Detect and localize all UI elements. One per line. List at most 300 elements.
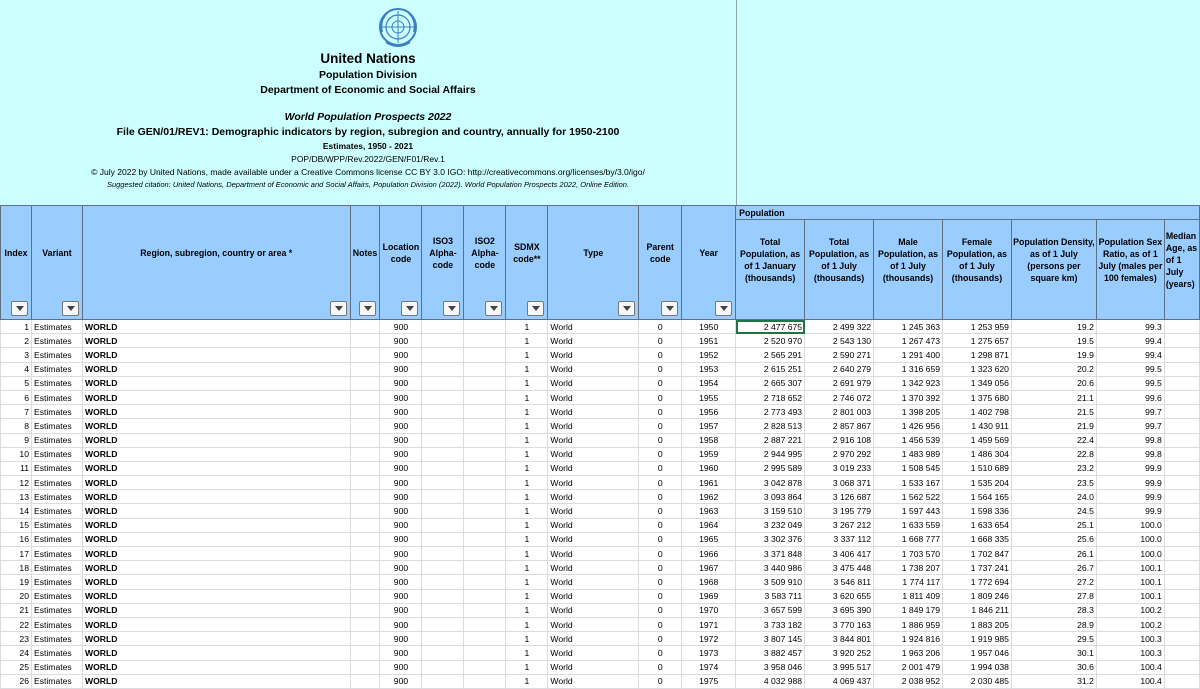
cell-variant[interactable]: Estimates xyxy=(31,320,82,334)
cell-parent-code[interactable]: 0 xyxy=(639,362,682,376)
cell-notes[interactable] xyxy=(350,632,380,646)
cell-notes[interactable] xyxy=(350,547,380,561)
cell-female[interactable]: 1 323 620 xyxy=(943,362,1012,376)
cell-year[interactable]: 1965 xyxy=(682,532,736,546)
cell-year[interactable]: 1953 xyxy=(682,362,736,376)
cell-density[interactable]: 25.1 xyxy=(1011,518,1096,532)
cell-type[interactable]: World xyxy=(548,575,639,589)
cell-density[interactable]: 20.2 xyxy=(1011,362,1096,376)
cell-sdmx[interactable]: 1 xyxy=(506,518,548,532)
cell-iso3[interactable] xyxy=(422,518,464,532)
cell-iso3[interactable] xyxy=(422,660,464,674)
cell-iso2[interactable] xyxy=(464,376,506,390)
cell-region[interactable]: WORLD xyxy=(82,532,350,546)
cell-iso3[interactable] xyxy=(422,547,464,561)
cell-iso3[interactable] xyxy=(422,476,464,490)
cell-iso3[interactable] xyxy=(422,575,464,589)
cell-location-code[interactable]: 900 xyxy=(380,561,422,575)
cell-variant[interactable]: Estimates xyxy=(31,617,82,631)
cell-sex-ratio[interactable]: 99.6 xyxy=(1096,390,1164,404)
cell-sdmx[interactable]: 1 xyxy=(506,476,548,490)
cell-iso2[interactable] xyxy=(464,660,506,674)
cell-total-jul[interactable]: 3 019 233 xyxy=(805,461,874,475)
cell-sex-ratio[interactable]: 100.2 xyxy=(1096,603,1164,617)
cell-region[interactable]: WORLD xyxy=(82,461,350,475)
cell-sdmx[interactable]: 1 xyxy=(506,461,548,475)
cell-density[interactable]: 30.6 xyxy=(1011,660,1096,674)
cell-index[interactable]: 1 xyxy=(1,320,32,334)
cell-iso2[interactable] xyxy=(464,547,506,561)
cell-region[interactable]: WORLD xyxy=(82,348,350,362)
cell-location-code[interactable]: 900 xyxy=(380,348,422,362)
cell-notes[interactable] xyxy=(350,362,380,376)
cell-density[interactable]: 29.5 xyxy=(1011,632,1096,646)
cell-sex-ratio[interactable]: 100.1 xyxy=(1096,575,1164,589)
cell-location-code[interactable]: 900 xyxy=(380,532,422,546)
cell-variant[interactable]: Estimates xyxy=(31,348,82,362)
col-header-male[interactable]: Male Population, as of 1 July (thousands) xyxy=(874,220,943,320)
cell-density[interactable]: 22.4 xyxy=(1011,433,1096,447)
cell-location-code[interactable]: 900 xyxy=(380,617,422,631)
cell-median-age[interactable] xyxy=(1164,532,1199,546)
cell-iso2[interactable] xyxy=(464,561,506,575)
cell-iso3[interactable] xyxy=(422,617,464,631)
cell-year[interactable]: 1970 xyxy=(682,603,736,617)
cell-total-jan[interactable]: 3 440 986 xyxy=(736,561,805,575)
cell-parent-code[interactable]: 0 xyxy=(639,334,682,348)
cell-year[interactable]: 1967 xyxy=(682,561,736,575)
cell-type[interactable]: World xyxy=(548,518,639,532)
cell-variant[interactable]: Estimates xyxy=(31,390,82,404)
cell-parent-code[interactable]: 0 xyxy=(639,575,682,589)
cell-location-code[interactable]: 900 xyxy=(380,589,422,603)
cell-sdmx[interactable]: 1 xyxy=(506,575,548,589)
cell-variant[interactable]: Estimates xyxy=(31,660,82,674)
cell-median-age[interactable] xyxy=(1164,603,1199,617)
cell-year[interactable]: 1964 xyxy=(682,518,736,532)
cell-type[interactable]: World xyxy=(548,461,639,475)
cell-variant[interactable]: Estimates xyxy=(31,532,82,546)
cell-male[interactable]: 1 508 545 xyxy=(874,461,943,475)
cell-iso2[interactable] xyxy=(464,476,506,490)
cell-year[interactable]: 1968 xyxy=(682,575,736,589)
cell-density[interactable]: 30.1 xyxy=(1011,646,1096,660)
cell-density[interactable]: 23.5 xyxy=(1011,476,1096,490)
cell-index[interactable]: 4 xyxy=(1,362,32,376)
cell-total-jul[interactable]: 2 970 292 xyxy=(805,447,874,461)
cell-parent-code[interactable]: 0 xyxy=(639,490,682,504)
cell-density[interactable]: 28.3 xyxy=(1011,603,1096,617)
cell-sex-ratio[interactable]: 99.7 xyxy=(1096,419,1164,433)
cell-sdmx[interactable]: 1 xyxy=(506,362,548,376)
cell-total-jan[interactable]: 3 159 510 xyxy=(736,504,805,518)
cell-notes[interactable] xyxy=(350,405,380,419)
cell-female[interactable]: 2 030 485 xyxy=(943,674,1012,688)
cell-total-jan[interactable]: 2 944 995 xyxy=(736,447,805,461)
cell-variant[interactable]: Estimates xyxy=(31,561,82,575)
cell-parent-code[interactable]: 0 xyxy=(639,433,682,447)
filter-dropdown-icon[interactable] xyxy=(661,301,678,316)
col-header-location[interactable]: Location code xyxy=(380,206,422,320)
cell-notes[interactable] xyxy=(350,447,380,461)
cell-parent-code[interactable]: 0 xyxy=(639,518,682,532)
cell-sdmx[interactable]: 1 xyxy=(506,419,548,433)
cell-male[interactable]: 1 316 659 xyxy=(874,362,943,376)
cell-total-jul[interactable]: 2 857 867 xyxy=(805,419,874,433)
cell-female[interactable]: 1 737 241 xyxy=(943,561,1012,575)
cell-total-jul[interactable]: 3 695 390 xyxy=(805,603,874,617)
cell-total-jul[interactable]: 2 801 003 xyxy=(805,405,874,419)
cell-sex-ratio[interactable]: 100.3 xyxy=(1096,632,1164,646)
cell-sdmx[interactable]: 1 xyxy=(506,447,548,461)
cell-total-jan[interactable]: 2 887 221 xyxy=(736,433,805,447)
cell-total-jan[interactable]: 2 773 493 xyxy=(736,405,805,419)
cell-index[interactable]: 13 xyxy=(1,490,32,504)
cell-total-jul[interactable]: 3 195 779 xyxy=(805,504,874,518)
cell-type[interactable]: World xyxy=(548,490,639,504)
cell-density[interactable]: 23.2 xyxy=(1011,461,1096,475)
cell-sex-ratio[interactable]: 99.9 xyxy=(1096,461,1164,475)
cell-sdmx[interactable]: 1 xyxy=(506,376,548,390)
cell-total-jul[interactable]: 3 844 801 xyxy=(805,632,874,646)
cell-notes[interactable] xyxy=(350,490,380,504)
cell-region[interactable]: WORLD xyxy=(82,632,350,646)
cell-median-age[interactable] xyxy=(1164,362,1199,376)
cell-density[interactable]: 21.1 xyxy=(1011,390,1096,404)
cell-year[interactable]: 1952 xyxy=(682,348,736,362)
cell-index[interactable]: 11 xyxy=(1,461,32,475)
cell-female[interactable]: 1 535 204 xyxy=(943,476,1012,490)
cell-variant[interactable]: Estimates xyxy=(31,419,82,433)
cell-notes[interactable] xyxy=(350,674,380,688)
cell-female[interactable]: 1 772 694 xyxy=(943,575,1012,589)
cell-iso3[interactable] xyxy=(422,561,464,575)
cell-iso3[interactable] xyxy=(422,447,464,461)
cell-index[interactable]: 18 xyxy=(1,561,32,575)
cell-density[interactable]: 25.6 xyxy=(1011,532,1096,546)
cell-total-jan[interactable]: 3 042 878 xyxy=(736,476,805,490)
cell-median-age[interactable] xyxy=(1164,589,1199,603)
cell-iso3[interactable] xyxy=(422,646,464,660)
col-header-iso3[interactable]: ISO3 Alpha-code xyxy=(422,206,464,320)
cell-type[interactable]: World xyxy=(548,589,639,603)
cell-density[interactable]: 19.5 xyxy=(1011,334,1096,348)
cell-year[interactable]: 1969 xyxy=(682,589,736,603)
cell-iso2[interactable] xyxy=(464,532,506,546)
filter-dropdown-icon[interactable] xyxy=(715,301,732,316)
cell-year[interactable]: 1960 xyxy=(682,461,736,475)
cell-sdmx[interactable]: 1 xyxy=(506,632,548,646)
cell-iso3[interactable] xyxy=(422,405,464,419)
cell-total-jul[interactable]: 2 499 322 xyxy=(805,320,874,334)
cell-male[interactable]: 1 924 816 xyxy=(874,632,943,646)
cell-location-code[interactable]: 900 xyxy=(380,390,422,404)
cell-notes[interactable] xyxy=(350,390,380,404)
cell-sdmx[interactable]: 1 xyxy=(506,504,548,518)
cell-male[interactable]: 1 703 570 xyxy=(874,547,943,561)
cell-iso3[interactable] xyxy=(422,603,464,617)
cell-total-jan[interactable]: 2 828 513 xyxy=(736,419,805,433)
cell-median-age[interactable] xyxy=(1164,547,1199,561)
cell-type[interactable]: World xyxy=(548,362,639,376)
cell-parent-code[interactable]: 0 xyxy=(639,419,682,433)
cell-male[interactable]: 1 291 400 xyxy=(874,348,943,362)
cell-parent-code[interactable]: 0 xyxy=(639,376,682,390)
cell-variant[interactable]: Estimates xyxy=(31,603,82,617)
cell-parent-code[interactable]: 0 xyxy=(639,617,682,631)
cell-sex-ratio[interactable]: 100.1 xyxy=(1096,561,1164,575)
cell-location-code[interactable]: 900 xyxy=(380,547,422,561)
filter-dropdown-icon[interactable] xyxy=(359,301,376,316)
cell-male[interactable]: 1 633 559 xyxy=(874,518,943,532)
cell-notes[interactable] xyxy=(350,348,380,362)
cell-iso3[interactable] xyxy=(422,320,464,334)
cell-iso3[interactable] xyxy=(422,334,464,348)
cell-sdmx[interactable]: 1 xyxy=(506,589,548,603)
cell-region[interactable]: WORLD xyxy=(82,660,350,674)
cell-parent-code[interactable]: 0 xyxy=(639,660,682,674)
cell-total-jul[interactable]: 3 770 163 xyxy=(805,617,874,631)
cell-variant[interactable]: Estimates xyxy=(31,376,82,390)
cell-variant[interactable]: Estimates xyxy=(31,447,82,461)
cell-year[interactable]: 1955 xyxy=(682,390,736,404)
cell-iso2[interactable] xyxy=(464,589,506,603)
cell-iso3[interactable] xyxy=(422,490,464,504)
cell-parent-code[interactable]: 0 xyxy=(639,532,682,546)
cell-female[interactable]: 1 375 680 xyxy=(943,390,1012,404)
cell-parent-code[interactable]: 0 xyxy=(639,646,682,660)
cell-density[interactable]: 27.8 xyxy=(1011,589,1096,603)
cell-iso2[interactable] xyxy=(464,518,506,532)
cell-female[interactable]: 1 349 056 xyxy=(943,376,1012,390)
cell-male[interactable]: 1 342 923 xyxy=(874,376,943,390)
cell-density[interactable]: 27.2 xyxy=(1011,575,1096,589)
cell-median-age[interactable] xyxy=(1164,320,1199,334)
cell-type[interactable]: World xyxy=(548,632,639,646)
cell-year[interactable]: 1963 xyxy=(682,504,736,518)
cell-index[interactable]: 5 xyxy=(1,376,32,390)
cell-parent-code[interactable]: 0 xyxy=(639,320,682,334)
cell-iso3[interactable] xyxy=(422,433,464,447)
cell-sex-ratio[interactable]: 99.7 xyxy=(1096,405,1164,419)
cell-type[interactable]: World xyxy=(548,405,639,419)
cell-female[interactable]: 1 459 569 xyxy=(943,433,1012,447)
cell-notes[interactable] xyxy=(350,504,380,518)
cell-notes[interactable] xyxy=(350,575,380,589)
cell-index[interactable]: 10 xyxy=(1,447,32,461)
cell-sex-ratio[interactable]: 99.9 xyxy=(1096,504,1164,518)
cell-location-code[interactable]: 900 xyxy=(380,362,422,376)
cell-median-age[interactable] xyxy=(1164,575,1199,589)
filter-dropdown-icon[interactable] xyxy=(443,301,460,316)
cell-density[interactable]: 28.9 xyxy=(1011,617,1096,631)
cell-total-jul[interactable]: 2 691 979 xyxy=(805,376,874,390)
cell-region[interactable]: WORLD xyxy=(82,518,350,532)
cell-sdmx[interactable]: 1 xyxy=(506,433,548,447)
cell-index[interactable]: 20 xyxy=(1,589,32,603)
cell-total-jul[interactable]: 3 068 371 xyxy=(805,476,874,490)
cell-iso2[interactable] xyxy=(464,490,506,504)
cell-female[interactable]: 1 846 211 xyxy=(943,603,1012,617)
cell-sex-ratio[interactable]: 100.4 xyxy=(1096,674,1164,688)
cell-index[interactable]: 26 xyxy=(1,674,32,688)
col-header-iso2[interactable]: ISO2 Alpha-code xyxy=(464,206,506,320)
cell-male[interactable]: 1 267 473 xyxy=(874,334,943,348)
cell-total-jul[interactable]: 2 543 130 xyxy=(805,334,874,348)
cell-total-jan[interactable]: 2 995 589 xyxy=(736,461,805,475)
cell-male[interactable]: 1 886 959 xyxy=(874,617,943,631)
cell-total-jan[interactable]: 3 583 711 xyxy=(736,589,805,603)
cell-sdmx[interactable]: 1 xyxy=(506,617,548,631)
cell-sdmx[interactable]: 1 xyxy=(506,348,548,362)
cell-total-jan[interactable]: 3 371 848 xyxy=(736,547,805,561)
cell-total-jan[interactable]: 3 657 599 xyxy=(736,603,805,617)
cell-median-age[interactable] xyxy=(1164,334,1199,348)
cell-region[interactable]: WORLD xyxy=(82,490,350,504)
cell-total-jul[interactable]: 3 995 517 xyxy=(805,660,874,674)
col-header-variant[interactable]: Variant xyxy=(31,206,82,320)
cell-iso2[interactable] xyxy=(464,575,506,589)
cell-parent-code[interactable]: 0 xyxy=(639,390,682,404)
cell-male[interactable]: 1 398 205 xyxy=(874,405,943,419)
cell-sex-ratio[interactable]: 99.4 xyxy=(1096,334,1164,348)
cell-notes[interactable] xyxy=(350,476,380,490)
filter-dropdown-icon[interactable] xyxy=(527,301,544,316)
cell-female[interactable]: 1 275 657 xyxy=(943,334,1012,348)
cell-sex-ratio[interactable]: 99.9 xyxy=(1096,490,1164,504)
cell-region[interactable]: WORLD xyxy=(82,362,350,376)
cell-type[interactable]: World xyxy=(548,419,639,433)
cell-iso3[interactable] xyxy=(422,532,464,546)
cell-year[interactable]: 1951 xyxy=(682,334,736,348)
cell-variant[interactable]: Estimates xyxy=(31,362,82,376)
cell-median-age[interactable] xyxy=(1164,447,1199,461)
col-header-median-age[interactable]: Median Age, as of 1 July (years) xyxy=(1164,220,1199,320)
cell-sdmx[interactable]: 1 xyxy=(506,547,548,561)
cell-total-jan[interactable]: 3 882 457 xyxy=(736,646,805,660)
cell-location-code[interactable]: 900 xyxy=(380,405,422,419)
cell-variant[interactable]: Estimates xyxy=(31,589,82,603)
cell-index[interactable]: 15 xyxy=(1,518,32,532)
cell-location-code[interactable]: 900 xyxy=(380,376,422,390)
cell-index[interactable]: 9 xyxy=(1,433,32,447)
cell-median-age[interactable] xyxy=(1164,674,1199,688)
cell-sex-ratio[interactable]: 99.4 xyxy=(1096,348,1164,362)
cell-iso3[interactable] xyxy=(422,419,464,433)
col-header-notes[interactable]: Notes xyxy=(350,206,380,320)
cell-male[interactable]: 1 668 777 xyxy=(874,532,943,546)
cell-density[interactable]: 31.2 xyxy=(1011,674,1096,688)
cell-sdmx[interactable]: 1 xyxy=(506,646,548,660)
cell-median-age[interactable] xyxy=(1164,405,1199,419)
cell-density[interactable]: 20.6 xyxy=(1011,376,1096,390)
cell-notes[interactable] xyxy=(350,561,380,575)
cell-region[interactable]: WORLD xyxy=(82,433,350,447)
cell-type[interactable]: World xyxy=(548,348,639,362)
cell-index[interactable]: 22 xyxy=(1,617,32,631)
cell-total-jan[interactable]: 3 733 182 xyxy=(736,617,805,631)
cell-sex-ratio[interactable]: 100.3 xyxy=(1096,646,1164,660)
cell-female[interactable]: 1 994 038 xyxy=(943,660,1012,674)
cell-notes[interactable] xyxy=(350,532,380,546)
cell-female[interactable]: 1 486 304 xyxy=(943,447,1012,461)
cell-type[interactable]: World xyxy=(548,532,639,546)
cell-iso2[interactable] xyxy=(464,419,506,433)
cell-location-code[interactable]: 900 xyxy=(380,603,422,617)
cell-year[interactable]: 1974 xyxy=(682,660,736,674)
cell-region[interactable]: WORLD xyxy=(82,603,350,617)
cell-iso3[interactable] xyxy=(422,362,464,376)
cell-variant[interactable]: Estimates xyxy=(31,632,82,646)
cell-year[interactable]: 1956 xyxy=(682,405,736,419)
cell-type[interactable]: World xyxy=(548,547,639,561)
cell-female[interactable]: 1 668 335 xyxy=(943,532,1012,546)
cell-total-jul[interactable]: 4 069 437 xyxy=(805,674,874,688)
cell-variant[interactable]: Estimates xyxy=(31,490,82,504)
cell-parent-code[interactable]: 0 xyxy=(639,476,682,490)
cell-index[interactable]: 23 xyxy=(1,632,32,646)
cell-iso3[interactable] xyxy=(422,461,464,475)
cell-iso3[interactable] xyxy=(422,376,464,390)
cell-median-age[interactable] xyxy=(1164,419,1199,433)
col-header-parent[interactable]: Parent code xyxy=(639,206,682,320)
cell-location-code[interactable]: 900 xyxy=(380,660,422,674)
cell-male[interactable]: 1 811 409 xyxy=(874,589,943,603)
cell-sex-ratio[interactable]: 100.1 xyxy=(1096,589,1164,603)
cell-variant[interactable]: Estimates xyxy=(31,405,82,419)
cell-iso2[interactable] xyxy=(464,320,506,334)
cell-notes[interactable] xyxy=(350,603,380,617)
cell-sdmx[interactable]: 1 xyxy=(506,390,548,404)
cell-total-jan[interactable]: 3 232 049 xyxy=(736,518,805,532)
cell-year[interactable]: 1962 xyxy=(682,490,736,504)
cell-region[interactable]: WORLD xyxy=(82,476,350,490)
cell-iso2[interactable] xyxy=(464,504,506,518)
cell-variant[interactable]: Estimates xyxy=(31,504,82,518)
cell-sdmx[interactable]: 1 xyxy=(506,561,548,575)
cell-sdmx[interactable]: 1 xyxy=(506,490,548,504)
cell-index[interactable]: 2 xyxy=(1,334,32,348)
cell-parent-code[interactable]: 0 xyxy=(639,348,682,362)
cell-density[interactable]: 24.5 xyxy=(1011,504,1096,518)
cell-sdmx[interactable]: 1 xyxy=(506,674,548,688)
cell-variant[interactable]: Estimates xyxy=(31,461,82,475)
cell-density[interactable]: 19.2 xyxy=(1011,320,1096,334)
cell-parent-code[interactable]: 0 xyxy=(639,461,682,475)
cell-male[interactable]: 1 426 956 xyxy=(874,419,943,433)
cell-region[interactable]: WORLD xyxy=(82,390,350,404)
cell-variant[interactable]: Estimates xyxy=(31,575,82,589)
cell-index[interactable]: 16 xyxy=(1,532,32,546)
cell-sex-ratio[interactable]: 99.9 xyxy=(1096,476,1164,490)
cell-type[interactable]: World xyxy=(548,646,639,660)
cell-density[interactable]: 24.0 xyxy=(1011,490,1096,504)
cell-sex-ratio[interactable]: 99.3 xyxy=(1096,320,1164,334)
cell-median-age[interactable] xyxy=(1164,476,1199,490)
cell-index[interactable]: 8 xyxy=(1,419,32,433)
cell-sex-ratio[interactable]: 100.0 xyxy=(1096,547,1164,561)
cell-sex-ratio[interactable]: 99.8 xyxy=(1096,433,1164,447)
cell-variant[interactable]: Estimates xyxy=(31,674,82,688)
cell-type[interactable]: World xyxy=(548,433,639,447)
cell-total-jul[interactable]: 3 920 252 xyxy=(805,646,874,660)
cell-female[interactable]: 1 883 205 xyxy=(943,617,1012,631)
cell-density[interactable]: 21.5 xyxy=(1011,405,1096,419)
cell-female[interactable]: 1 702 847 xyxy=(943,547,1012,561)
cell-index[interactable]: 17 xyxy=(1,547,32,561)
cell-location-code[interactable]: 900 xyxy=(380,646,422,660)
col-header-female[interactable]: Female Population, as of 1 July (thousands) xyxy=(943,220,1012,320)
